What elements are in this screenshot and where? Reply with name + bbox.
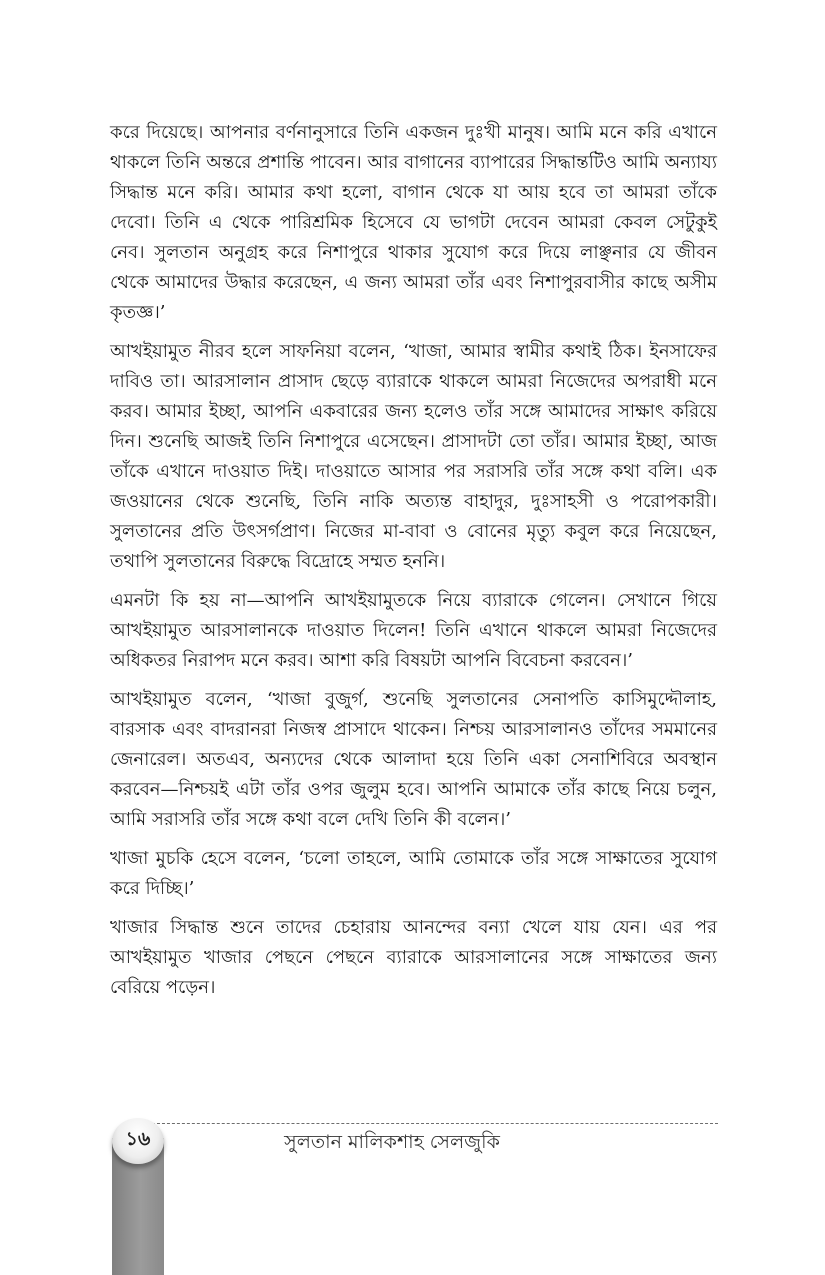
- page-number: ১৬: [112, 1118, 164, 1164]
- footer-divider: [152, 1123, 718, 1124]
- paragraph-2: আখইয়ামুত নীরব হলে সাফনিয়া বলেন, ‘খাজা, আমার স্বামীর কথাই ঠিক। ইনসাফের দাবিও তা। আরসালান প্রাসাদ ছেড়ে ব্যারাকে থাকলে আমরা নিজেদের অপরাধী মনে করব। আমার ইচ্ছা, আপনি একবারের জন্য হলেও তাঁর সঙ্গে আমাদের সাক্ষাৎ করিয়ে দিন। শুনেছি আজই তিনি নিশাপুরে এসেছেন। প্রাসাদটা তো তাঁর। আমার ইচ্ছা, আজ তাঁকে এখানে দাওয়াত দিই। দাওয়াতে আসার পর সরাসরি তাঁর সঙ্গে কথা বলি। এক জওয়ানের থেকে শুনেছি, তিনি নাকি অত্যন্ত বাহাদুর, দুঃসাহসী ও পরোপকারী। সুলতানের প্রতি উৎসর্গপ্রাণ। নিজের মা-বাবা ও বোনের মৃত্যু কবুল করে নিয়েছেন, তথাপি সুলতানের বিরুদ্ধে বিদ্রোহে সম্মত হননি।: [110, 341, 717, 572]
- paragraph-3: এমনটা কি হয় না—আপনি আখইয়ামুতকে নিয়ে ব্যারাকে গেলেন। সেখানে গিয়ে আখইয়ামুত আরসালানকে দাওয়াত দিলেন! তিনি এখানে থাকলে আমরা নিজেদের অধিকতর নিরাপদ মনে করব। আশা করি বিষয়টা আপনি বিবেচনা করবেন।’: [110, 590, 717, 671]
- paragraph-1: করে দিয়েছে। আপনার বর্ণনানুসারে তিনি একজন দুঃখী মানুষ। আমি মনে করি এখানে থাকলে তিনি অন্তরে প্রশান্তি পাবেন। আর বাগানের ব্যাপারের সিদ্ধান্তটিও আমি অন্যায্য সিদ্ধান্ত মনে করি। আমার কথা হলো, বাগান থেকে যা আয় হবে তা আমরা তাঁকে দেবো। তিনি এ থেকে পারিশ্রমিক হিসেবে যে ভাগটা দেবেন আমরা কেবল সেটুকুই নেব। সুলতান অনুগ্রহ করে নিশাপুরে থাকার সুযোগ করে দিয়ে লাঞ্ছনার যে জীবন থেকে আমাদের উদ্ধার করেছেন, এ জন্য আমরা তাঁর এবং নিশাপুরবাসীর কাছে অসীম কৃতজ্ঞ।’: [110, 122, 717, 323]
- paragraph-5: খাজা মুচকি হেসে বলেন, ‘চলো তাহলে, আমি তোমাকে তাঁর সঙ্গে সাক্ষাতের সুযোগ করে দিচ্ছি।’: [110, 848, 717, 899]
- paragraph-6: খাজার সিদ্ধান্ত শুনে তাদের চেহারায় আনন্দের বন্যা খেলে যায় যেন। এর পর আখইয়ামুত খাজার পেছনে পেছনে ব্যারাকে আরসালানের সঙ্গে সাক্ষাতের জন্য বেরিয়ে পড়েন।: [110, 917, 717, 998]
- paragraph-4: আখইয়ামুত বলেন, ‘খাজা বুজুর্গ, শুনেছি সুলতানের সেনাপতি কাসিমুদ্দৌলাহ, বারসাক এবং বাদরানরা নিজস্ব প্রাসাদে থাকেন। নিশ্চয় আরসালানও তাঁদের সমমানের জেনারেল। অতএব, অন্যদের থেকে আলাদা হয়ে তিনি একা সেনাশিবিরে অবস্থান করবেন—নিশ্চয়ই এটা তাঁর ওপর জুলুম হবে। আপনি আমাকে তাঁর কাছে নিয়ে চলুন, আমি সরাসরি তাঁর সঙ্গে কথা বলে দেখি তিনি কী বলেন।’: [110, 689, 717, 830]
- page-footer: [112, 1118, 718, 1275]
- running-title: সুলতান মালিকশাহ সেলজুকি: [284, 1131, 500, 1153]
- body-text: [110, 118, 717, 1012]
